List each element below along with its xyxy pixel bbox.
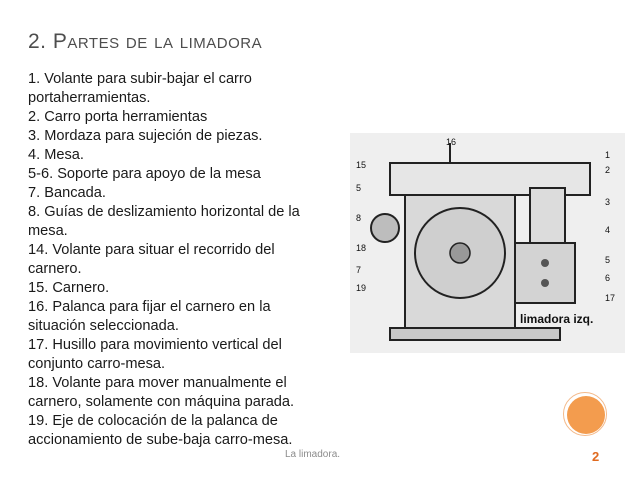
table-bolt (541, 279, 549, 287)
label-left: 15 (356, 160, 367, 170)
list-line: situación seleccionada. (28, 318, 179, 334)
page-number: 2 (592, 449, 600, 464)
list-line: 7. Bancada. (28, 185, 106, 201)
slide-title (28, 30, 262, 54)
table-bolt (541, 259, 549, 267)
label-right: 1 (605, 150, 611, 160)
label-left: 5 (356, 183, 362, 193)
label-left: 7 (356, 265, 362, 275)
label-right: 6 (605, 273, 611, 283)
title-first: 2. P (28, 30, 68, 53)
label-right: 5 (605, 255, 611, 265)
title-rest: artes de la limadora (67, 30, 263, 53)
label-right: 4 (605, 225, 611, 235)
label-right: 3 (605, 197, 611, 207)
list-line: 3. Mordaza para sujeción de piezas. (28, 128, 263, 144)
machine-table (515, 243, 575, 303)
machine-wheel-hub (450, 243, 470, 263)
list-line: conjunto carro-mesa. (28, 356, 166, 372)
list-line: 15. Carnero. (28, 280, 110, 296)
shaper-machine-figure (350, 133, 625, 353)
list-line: mesa. (28, 223, 68, 239)
list-line: 17. Husillo para movimiento vertical del (28, 337, 282, 353)
list-line: 1. Volante para subir-bajar el carro (28, 71, 252, 87)
list-line: 16. Palanca para fijar el carnero en la (28, 299, 271, 315)
list-line: 14. Volante para situar el recorrido del (28, 242, 275, 258)
list-line: carnero, solamente con máquina parada. (28, 394, 295, 410)
list-line: 2. Carro porta herramientas (28, 109, 208, 125)
list-line: 19. Eje de colocación de la palanca de (28, 413, 278, 429)
figure-caption: limadora izq. (520, 312, 594, 326)
list-line: 18. Volante para mover manualmente el (28, 375, 287, 391)
footer-text: La limadora. (285, 449, 341, 460)
label-left: 8 (356, 213, 362, 223)
label-top: 16 (446, 137, 457, 147)
list-line: carnero. (28, 261, 82, 277)
top-bar (0, 0, 638, 16)
label-right: 17 (605, 293, 616, 303)
list-line: 4. Mesa. (28, 147, 84, 163)
machine-tool-head (530, 188, 565, 243)
label-left: 19 (356, 283, 367, 293)
machine-handwheel (371, 214, 399, 242)
list-line: portaherramientas. (28, 90, 151, 106)
parts-list (28, 70, 348, 450)
decorative-circle (567, 396, 605, 434)
label-right: 2 (605, 165, 611, 175)
list-line: 5-6. Soporte para apoyo de la mesa (28, 166, 261, 182)
machine-base (390, 328, 560, 340)
list-line: 8. Guías de deslizamiento horizontal de la (28, 204, 300, 220)
list-line: accionamiento de sube-baja carro-mesa. (28, 432, 293, 448)
label-left: 18 (356, 243, 367, 253)
